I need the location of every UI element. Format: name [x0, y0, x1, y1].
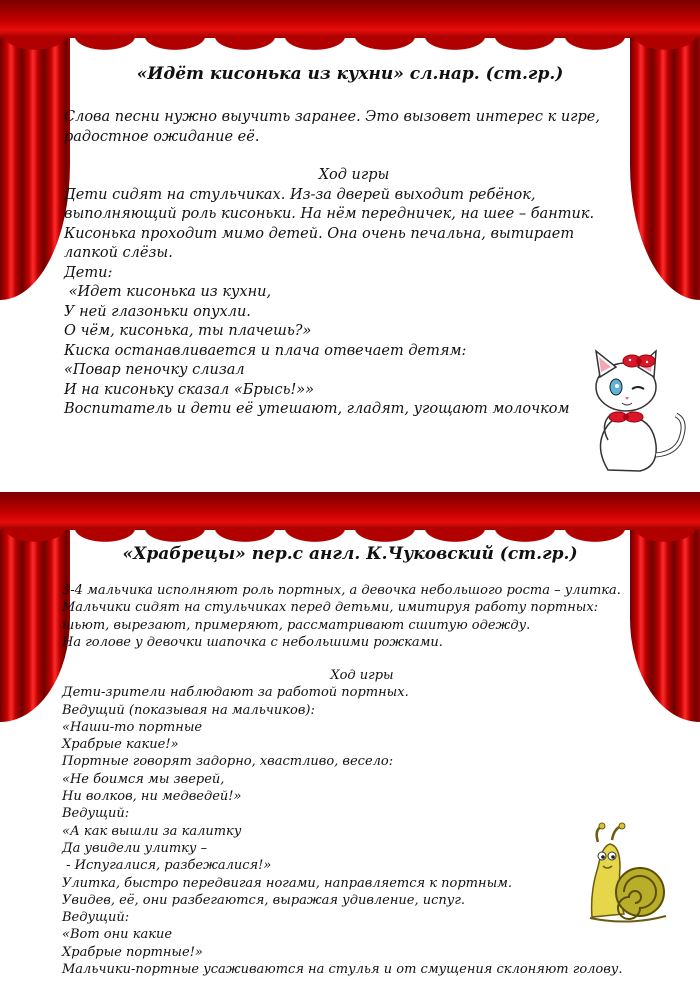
game-line: О чём, кисонька, ты плачешь?» — [64, 323, 312, 339]
intro-line: 3-4 мальчика исполняют роль портных, а девочка небольшого роста – улитка. — [62, 583, 621, 598]
section-intro — [64, 108, 644, 147]
curtain-valance-icon — [0, 0, 700, 38]
game-line: Храбрые портные!» — [62, 944, 203, 960]
game-line: Ведущий: — [62, 806, 130, 822]
game-heading: Ход игры — [330, 668, 394, 683]
intro-line: радостное ожидание её. — [64, 128, 260, 145]
intro-line: шьют, вырезают, примеряют, рассматривают сшитую одежду. — [62, 617, 531, 633]
intro-line: Слова песни нужно выучить заранее. Это вызовет интерес к игре, — [64, 109, 600, 125]
section-intro — [62, 582, 662, 651]
game-line: Ведущий (показывая на мальчиков): — [62, 702, 315, 718]
game-line: «А как вышли за калитку — [62, 823, 242, 839]
game-line: «Наши-то портные — [62, 719, 203, 735]
game-line: Ведущий: — [62, 910, 130, 926]
game-line: Мальчики-портные усаживаются на стулья и от смущения склоняют голову. — [62, 962, 623, 978]
game-line: Дети-зрители наблюдают за работой портных. — [62, 685, 409, 701]
game-line: «Повар пеночку слизал — [64, 362, 245, 378]
page-divider — [0, 480, 700, 492]
game-body — [62, 667, 662, 978]
game-line: Киска останавливается и плача отвечает детям: — [64, 342, 467, 359]
game-line: Дети: — [64, 264, 113, 281]
game-line: лапкой слёзы. — [64, 245, 173, 261]
game-line: У ней глазоньки опухли. — [64, 303, 251, 320]
game-line: Храбрые какие!» — [62, 737, 179, 753]
game-line: «Вот они какие — [62, 927, 173, 943]
curtain-valance-icon — [0, 492, 700, 530]
game-line: Кисонька проходит мимо детей. Она очень печальна, вытирает — [64, 225, 575, 242]
white-kitten-icon — [578, 345, 690, 475]
game-line: выполняющий роль кисоньки. На нём передничек, на шее – бантик. — [64, 206, 595, 222]
game-heading: Ход игры — [318, 167, 390, 183]
game-line: «Идет кисонька из кухни, — [64, 284, 272, 300]
game-line: «Не боимся мы зверей, — [62, 771, 225, 787]
intro-line: Мальчики сидят на стульчиках перед детьми, имитируя работу портных: — [62, 600, 599, 616]
game-line: - Испугалися, разбежалися!» — [62, 858, 272, 874]
game-line: Да увидели улитку – — [62, 840, 208, 856]
game-line: Портные говорят задорно, хвастливо, весело: — [62, 754, 394, 770]
snail-icon — [588, 822, 668, 932]
game-line: Дети сидят на стульчиках. Из-за дверей выходит ребёнок, — [64, 186, 536, 203]
intro-line: На голове у девочки шапочка с небольшими рожками. — [62, 634, 443, 650]
game-line: И на кисоньку сказал «Брысь!»» — [64, 381, 315, 398]
card-brave-tailors-game — [0, 492, 700, 990]
game-line: Улитка, быстро передвигая ногами, направляется к портным. — [62, 875, 513, 891]
card-kitty-game — [0, 0, 700, 480]
game-line: Ни волков, ни медведей!» — [62, 789, 242, 805]
section-title: «Идёт кисонька из кухни» сл.нар. (ст.гр.) — [136, 64, 564, 84]
game-line: Увидев, её, они разбегаются, выражая удивление, испуг. — [62, 892, 466, 908]
section-title: «Храбрецы» пер.с англ. К.Чуковский (ст.гр.) — [122, 544, 578, 564]
game-line: Воспитатель и дети её утешают, гладят, угощают молочком — [64, 401, 570, 417]
game-body — [64, 166, 644, 420]
